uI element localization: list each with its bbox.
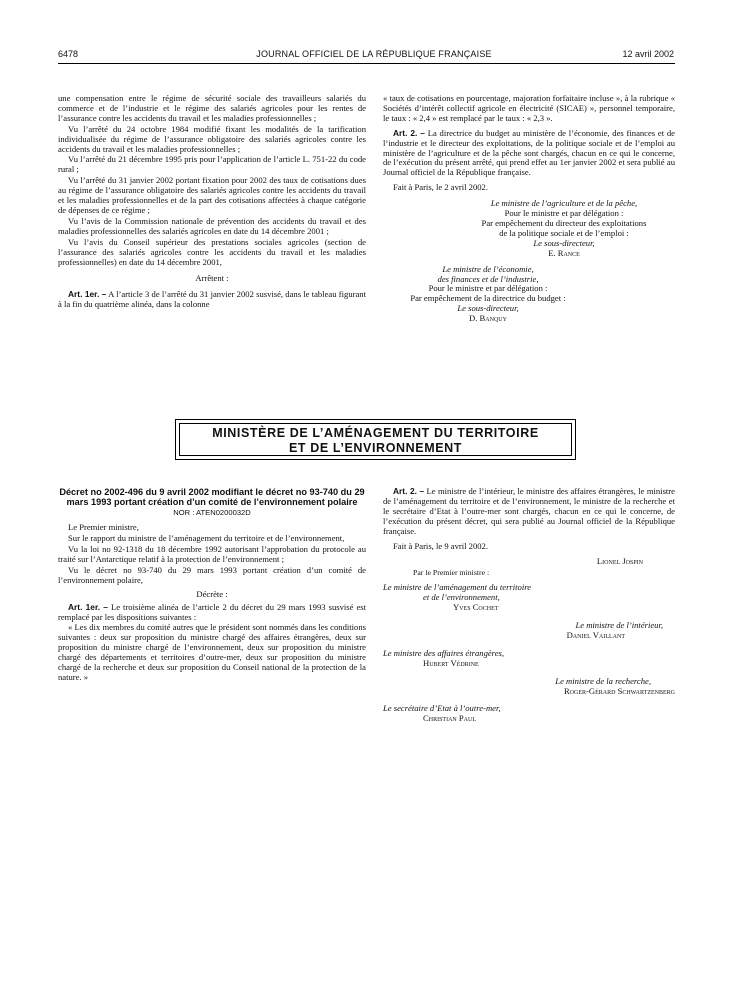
paragraph: Vu l’arrêté du 31 janvier 2002 portant fixation pour 2002 des taux de cotisations dues au régime de l’assurance obligatoire des salariés agricoles contre les accidents du travail et les maladies professionnelles et de la part des cotisations affectées à chaque catégorie de dépenses de ce régime ;	[58, 175, 366, 215]
quoted-provision: « Les dix membres du comité autres que le président sont nommés dans les conditions suivantes : deux sur proposition du ministre chargé des affaires étrangères, deux sur proposition du ministre chargé de l’environnement, deux sur proposition du ministre chargé des départements et territoires d’outre-mer, deux sur proposition du ministre chargé de la recherche et deux sur proposition du Conseil national de la protection de la nature. »	[58, 622, 366, 682]
paragraph: Vu le décret no 93-740 du 29 mars 1993 portant création d’un comité de l’environnement polaire,	[58, 564, 366, 585]
signatory-line: Le sous-directeur,	[457, 303, 519, 314]
top-left-column	[58, 94, 366, 311]
ministry-heading-box	[175, 419, 576, 460]
minister-title: Le ministre de l’intérieur,	[575, 619, 663, 630]
minister-signature-3	[383, 649, 675, 669]
article-1	[58, 290, 366, 310]
article-label: Art. 2. –	[393, 127, 425, 138]
paragraph: Sur le rapport du ministre de l’aménagement du territoire et de l’environnement,	[68, 533, 345, 544]
paragraph: Le Premier ministre,	[68, 522, 139, 533]
signature-block-1	[383, 199, 675, 258]
minister-name: Christian Paul	[423, 713, 476, 724]
issue-date: 12 avril 2002	[622, 49, 674, 59]
minister-signature-1	[383, 583, 675, 613]
minister-signature-2	[383, 621, 675, 641]
article-text: A l’article 3 de l’arrêté du 31 janvier 2002 susvisé, dans le tableau figurant à la fin du quatrième alinéa, dans la colonne	[58, 289, 366, 310]
par-le-premier-ministre: Par le Premier ministre :	[413, 568, 490, 578]
paragraph: une compensation entre le régime de sécurité sociale des travailleurs salariés du commerce et de l’industrie et le régime des salariés agricoles pour les rentes de l’assurance contre les accidents du travail et les maladies professionnelles ;	[58, 93, 366, 123]
signatory-line: Le sous-directeur,	[533, 237, 595, 248]
nor-reference: NOR : ATEN0200032D	[173, 508, 251, 518]
ministry-heading-line-1: MINISTÈRE DE L’AMÉNAGEMENT DU TERRITOIRE	[212, 426, 539, 440]
signatory-name: E. Rance	[548, 247, 580, 258]
top-right-column	[383, 94, 675, 324]
signatory-line: Par empêchement du directeur des exploitations	[481, 217, 647, 228]
minister-name: Daniel Vaillant	[566, 629, 625, 640]
article-2	[383, 487, 675, 537]
minister-title: Le ministre de la recherche,	[555, 675, 651, 686]
signatory-name: D. Banquy	[469, 313, 507, 324]
arretent-heading: Arrêtent :	[195, 273, 229, 284]
minister-title: et de l’environnement,	[423, 592, 500, 603]
minister-name: Yves Cochet	[453, 602, 499, 613]
article-text: Le ministre de l’intérieur, le ministre des affaires étrangères, le ministre de l’aménagement du territoire et de l’environnement, le ministre de la recherche et le secrétaire d’Etat à l’outre-mer sont chargés, chacun en ce qui le concerne, de l’exécution du présent décret, qui sera publié au Journal officiel de la République française.	[383, 486, 675, 536]
signatory-line: Par empêchement de la directrice du budget :	[410, 293, 566, 304]
signatory-line: Pour le ministre et par délégation :	[504, 208, 624, 219]
minister-signature-4	[383, 677, 675, 697]
page-number: 6478	[58, 49, 79, 59]
paragraph: « taux de cotisations en pourcentage, majoration forfaitaire incluse », à la rubrique « Sociétés d’intérêt collectif agricole en électricité (SICAE) », personnel temporaire, le taux : « 2,4 » est remplacé par le taux : « 2,3 ».	[383, 93, 675, 123]
minister-name: Hubert Védrine	[423, 657, 479, 668]
signatory-title: des finances et de l’industrie,	[437, 273, 539, 284]
minister-title: Le secrétaire d’Etat à l’outre-mer,	[383, 703, 501, 714]
decree-title: Décret no 2002-496 du 9 avril 2002 modifiant le décret no 93-740 du 29 mars 1993 portant création d’un comité de l’environnement polaire	[59, 487, 365, 508]
fait-line: Fait à Paris, le 2 avril 2002.	[393, 182, 488, 193]
minister-signature-5	[383, 704, 675, 724]
bottom-right-column	[383, 487, 675, 724]
article-label: Art. 1er. –	[68, 601, 108, 612]
article-2	[383, 129, 675, 179]
paragraph: Vu l’avis de la Commission nationale de prévention des accidents du travail et des maladies professionnelles des salariés agricoles en date du 14 décembre 2001 ;	[58, 215, 366, 236]
fait-line: Fait à Paris, le 9 avril 2002.	[393, 540, 488, 551]
minister-title: Le ministre de l’aménagement du territoire	[383, 582, 532, 593]
signatory-line: de la politique sociale et de l’emploi :	[499, 227, 629, 238]
minister-name: Roger-Gérard Schwartzenberg	[563, 685, 675, 696]
article-label: Art. 1er. –	[68, 289, 107, 300]
signatory-title: Le ministre de l’économie,	[442, 263, 534, 274]
signatory-line: Pour le ministre et par délégation :	[428, 283, 548, 294]
bottom-left-column	[58, 487, 366, 684]
signatory-title: Le ministre de l’agriculture et de la pêche,	[490, 198, 638, 209]
paragraph: Vu l’avis du Conseil supérieur des prestations sociales agricoles (section de l’assurance des salariés agricoles contre les accidents du travail et les maladies professionnelles) en date du 14 décembre 2001,	[58, 236, 366, 267]
article-text: Le troisième alinéa de l’article 2 du décret du 29 mars 1993 susvisé est remplacé par les dispositions suivantes :	[58, 601, 366, 622]
signature-block-2	[383, 265, 593, 324]
ministry-heading-line-2: ET DE L’ENVIRONNEMENT	[288, 441, 463, 455]
decrete-heading: Décrète :	[196, 588, 228, 599]
article-text: La directrice du budget au ministère de l’économie, des finances et de l’industrie et le directeur des exploitations, de la politique sociale et de l’emploi au ministère de l’agriculture et de la pêche sont chargés, chacun en ce qui le concerne, de l’exécution du présent arrêté, qui prend effet au 1er janvier 2002 et sera publié au Journal officiel de la République française.	[383, 127, 675, 178]
minister-title: Le ministre des affaires étrangères,	[383, 647, 505, 658]
paragraph: Vu l’arrêté du 24 octobre 1984 modifié fixant les modalités de la tarification individualisée du régime de l’assurance obligatoire des salariés agricoles contre les accidents du travail et les maladies professionnelles ;	[58, 123, 366, 154]
article-1	[58, 603, 366, 623]
article-label: Art. 2. –	[393, 486, 425, 496]
paragraph: Vu la loi no 92-1318 du 18 décembre 1992 autorisant l’approbation du protocole au traité sur l’Antarctique relatif à la protection de l’environnement ;	[58, 544, 366, 565]
journal-title: JOURNAL OFFICIEL DE LA RÉPUBLIQUE FRANÇAISE	[256, 49, 492, 59]
prime-minister-name: Lionel Jospin	[596, 556, 643, 567]
header-rule	[58, 63, 675, 64]
paragraph: Vu l’arrêté du 21 décembre 1995 pris pour l’application de l’article L. 751-22 du code rural ;	[58, 154, 366, 175]
